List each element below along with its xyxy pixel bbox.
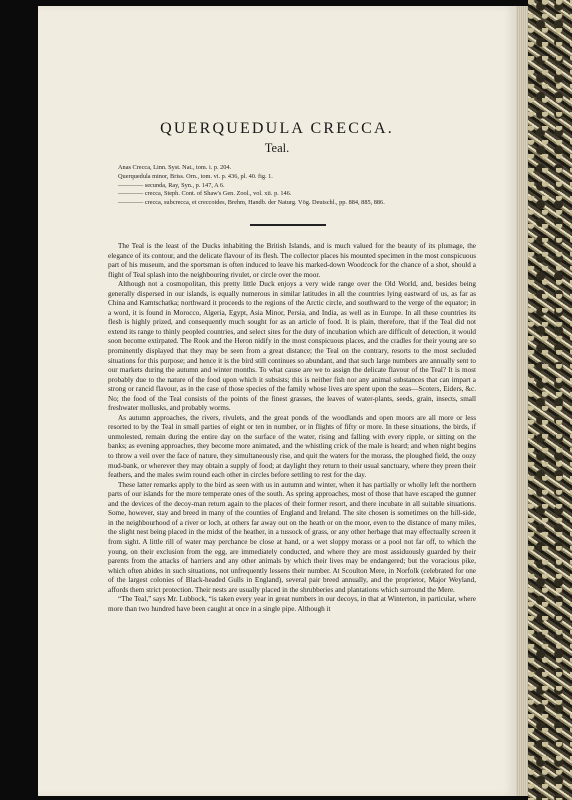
paragraph: As autumn approaches, the rivers, rivulets, and the great ponds of the woodlands and open moors are all more or less resorted to by the Teal in small parties of eight or ten in number, or in flights of fifty or more. In these situations, the birds, if unmolested, remain during the entire day on the surface of the water, rising and falling with every ripple, or sitting on the banks; as evening approaches, they become more animated, and the whistling crick of the male is heard; and when night begins to throw a veil over the face of nature, they simultaneously rise, and quit the waters for the morass, the ploughed field, the oozy mud-bank, or wherever they may obtain a supply of food; at daylight they return to their usual sanctuary, where they preen their feathers, and the males swim round each other in circles before settling to rest for the day. [108, 413, 476, 480]
page-title: QUERQUEDULA CRECCA. [160, 120, 394, 137]
synonymy-line: Querquedula minor, Briss. Orn., tom. vi. p. 436, pl. 40. fig. 1. [118, 172, 273, 180]
paragraph: These latter remarks apply to the bird as seen with us in autumn and winter, when it has partially or wholly left the northern parts of our islands for the more temperate ones of the south. As spring approaches, most of those that have escaped the gunner and the devices of the decoy-man return again to the places of their former resort, and there incubate in all suitable situations. Some, however, stay and breed in many of the counties of England and Ireland. The site chosen is sometimes on the hill-side, in the neighbourhood of a river or loch, at others far away out on the heath or on the moor, even to the distance of many miles, the slight nest being placed in the midst of the heather, in a tussock of grass, or any other herbage that may effectually screen it from sight. A little rill of water may perchance be close at hand, or a wet sloppy morass or a pool not far off, to which the young, on their exclusion from the egg, are immediately conducted, and where they are most assiduously guarded by their parents from the attacks of harriers and any other animals by which their lives may be endangered; but the voracious pike, which often abides in such situations, not unfrequently lessens their number. At Scoulton Mere, in Norfolk (celebrated for one of the largest colonies of Black-headed Gulls in England), several pair breed annually, and the proprietor, Major Weyland, affords them strict protection. Their nests are usually placed in the shrubberies and plantations which surround the Mere. [108, 480, 476, 594]
section-divider [250, 224, 326, 226]
synonymy-list [118, 164, 518, 208]
body-text [108, 242, 476, 614]
paragraph: “The Teal,” says Mr. Lubbock, “is taken every year in great numbers in our decoys, in that at Winterton, in particular, where more than two hundred have been caught at once in a single pipe. Although it [108, 595, 476, 613]
synonymy-line: ———— secunda, Ray, Syn., p. 147, A 6. [118, 181, 225, 189]
paragraph: The Teal is the least of the Ducks inhabiting the British Islands, and is much valued for the beauty of its plumage, the elegance of its contour, and the delicate flavour of its flesh. The collector places his mounted specimen in the most conspicuous part of his museum, and the sportsman is often induced to leave his marked-down Woodcock for the chance of a shot, should a flight of Teal splash into the neighbouring rivulet, or circle over the moor. [108, 242, 476, 279]
page-stack-edge [516, 6, 528, 796]
page-subtitle: Teal. [264, 141, 290, 155]
synonymy-line: ———— crecca, subcrecca, et creccoides, Brehm, Handb. der Naturg. Vög. Deutschl., pp. 884, 885, 886. [118, 199, 385, 207]
paragraph: Although not a cosmopolitan, this pretty little Duck enjoys a very wide range over the Old World, and, besides being generally dispersed in our islands, is equally numerous in similar latitudes in all the countries lying eastward of us, as far as China and Kamtschatka; northward it proceeds to the regions of the Arctic circle, and southward to the verge of the equator; in a word, it is found in Morocco, Algeria, Egypt, Asia Minor, Persia, and India, as well as in Europe. In all these countries its flesh is highly prized, and consequently much sought for as an article of food. It is plain, therefore, that if the Teal did not extend its range to thinly peopled countries, and select sites for the duty of incubation which are difficult of detection, it would soon become extirpated. The Rook and the Heron nidify in the most conspicuous places, and the cradles for their young are so prominently displayed that they may be seen from a great distance; the Teal on the contrary, resorts to the most secluded situations for this purpose; and hence it is the bird still continues so abundant, and that such large numbers are annually sent to our markets during the autumn and winter months. To what cause are we to assign the delicate flavour of the Teal? It is most probably due to the nature of the food upon which it subsists; this is neither fish nor any animal substances that can impart a strong or rancid flavour, as in the case of those species of the family whose lives are spent upon the seas—Scoters, Eiders, &c. No; the food of the Teal consists of the points of the finest grasses, the leaves of water-plants, seeds, grain, insects, small freshwater mollusks, and probably worms. [108, 280, 476, 413]
book-page [38, 6, 516, 796]
synonymy-line: ———— crecca, Steph. Cont. of Shaw's Gen. Zool., vol. xii. p. 146. [118, 190, 292, 198]
book-cover-edge [528, 0, 572, 800]
synonymy-line: Anas Crecca, Linn. Syst. Nat., tom. i. p. 204. [118, 164, 232, 171]
